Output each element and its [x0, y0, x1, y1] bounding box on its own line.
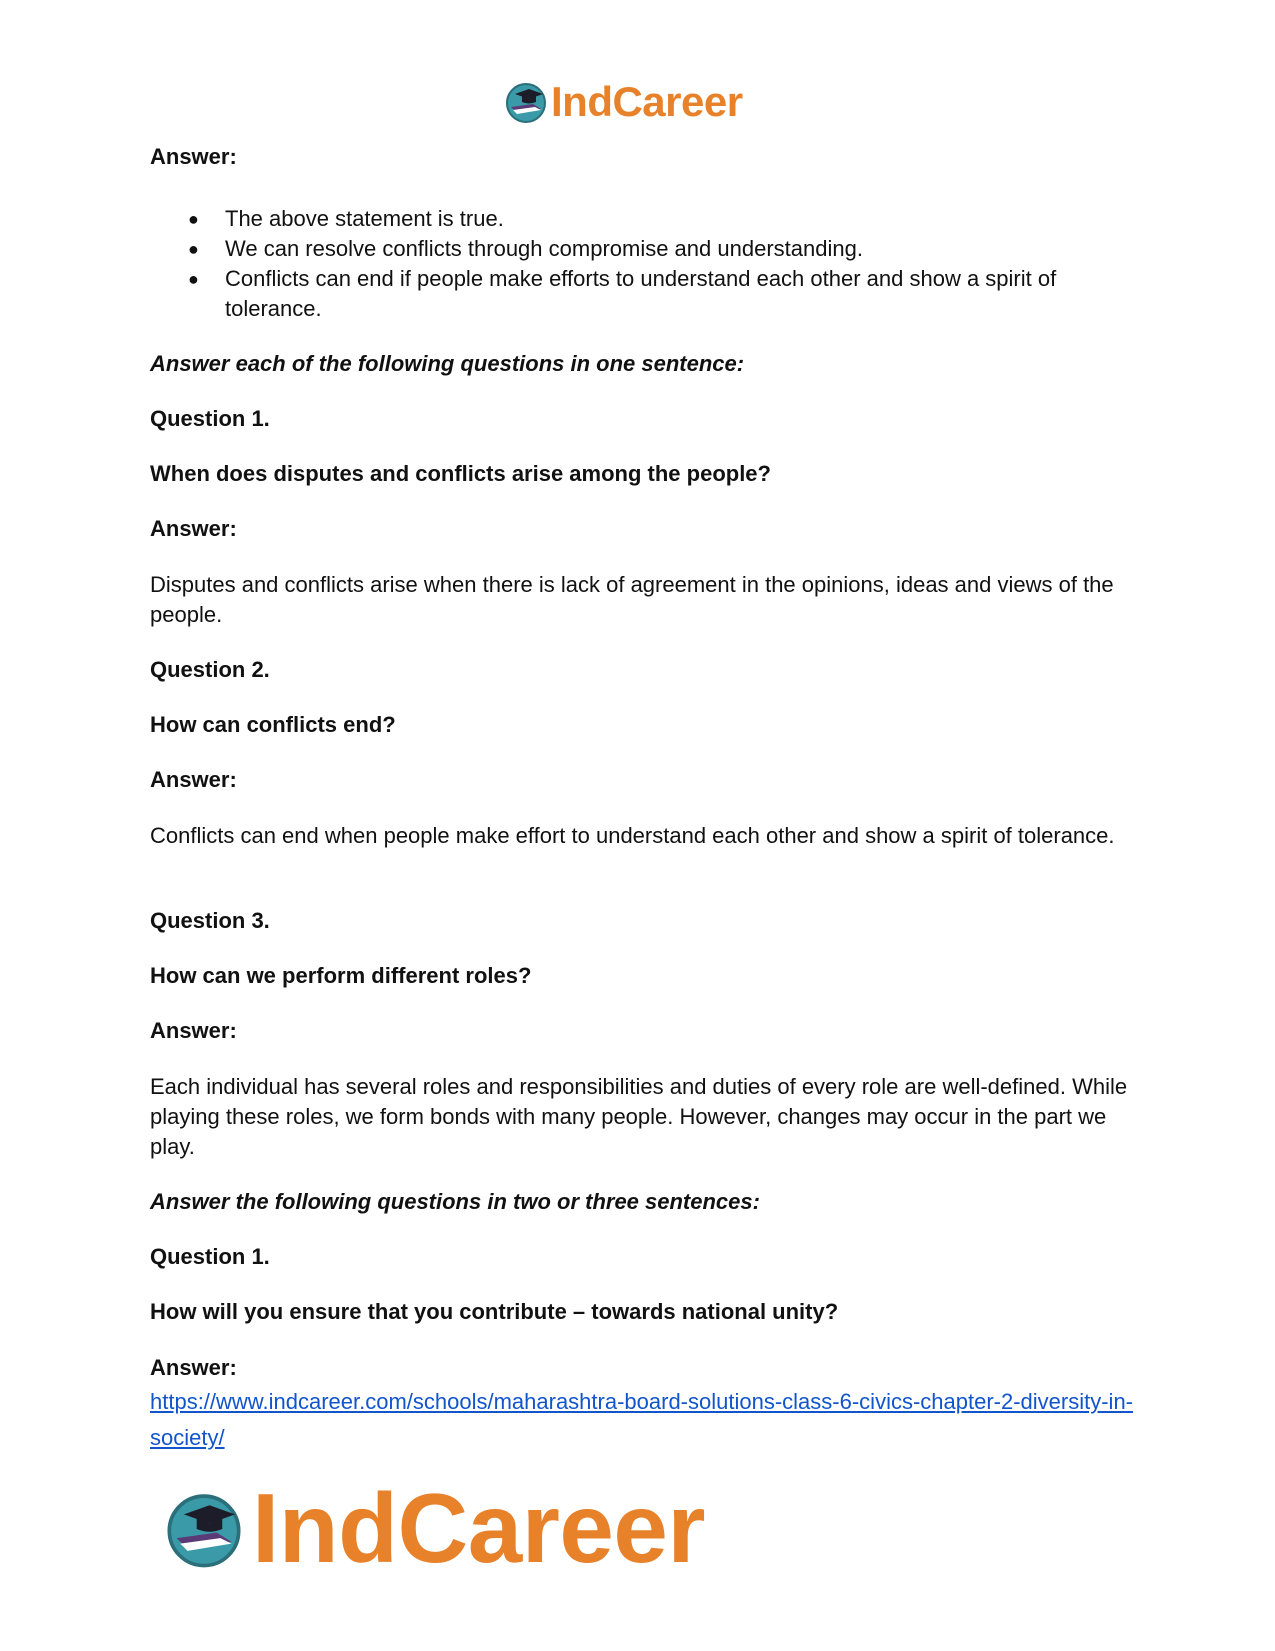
list-item: ● The above statement is true.	[188, 206, 504, 231]
graduation-cap-book-globe-icon	[162, 1487, 246, 1571]
question-label: Question 3.	[150, 908, 270, 933]
answer-text: Each individual has several roles and responsibilities and duties of every role are well-defined. While playing these roles, we form bonds with many people. However, changes may occur in the part we play.	[150, 1074, 1128, 1159]
question-text: How can we perform different roles?	[150, 963, 532, 988]
answer-text: Disputes and conflicts arise when there is lack of agreement in the opinions, ideas and views of the people.	[150, 572, 1114, 627]
section-heading-one-sentence: Answer each of the following questions in one sentence:	[150, 351, 745, 376]
answer-label: Answer:	[150, 516, 237, 541]
answer-label: Answer:	[150, 1355, 237, 1380]
answer-text: Conflicts can end when people make effort to understand each other and show a spirit of tolerance.	[150, 823, 1115, 848]
question-label: Question 2.	[150, 657, 270, 682]
list-item: ● We can resolve conflicts through compromise and understanding.	[188, 236, 863, 261]
brand-wordmark: IndCareer	[252, 1473, 706, 1583]
question-label: Question 1.	[150, 406, 270, 431]
graduation-cap-book-globe-icon	[503, 79, 549, 125]
question-label: Question 1.	[150, 1244, 270, 1269]
answer-label: Answer:	[150, 1018, 237, 1043]
answer-bullet-list	[150, 204, 1120, 324]
brand-wordmark: IndCareer	[551, 78, 743, 125]
header-logo	[503, 78, 743, 126]
section-heading-two-three: Answer the following questions in two or three sentences:	[150, 1189, 760, 1214]
footer-logo	[162, 1472, 705, 1585]
list-item: ● Conflicts can end if people make efforts to understand each other and show a spirit of tolerance.	[188, 266, 1057, 321]
answer-label: Answer:	[150, 767, 237, 792]
question-text: When does disputes and conflicts arise among the people?	[150, 461, 771, 486]
source-link[interactable]: https://www.indcareer.com/schools/maharashtra-board-solutions-class-6-civics-chapter-2-diversity-in-society/	[150, 1389, 1134, 1450]
question-text: How will you ensure that you contribute – towards national unity?	[150, 1299, 839, 1324]
question-text: How can conflicts end?	[150, 712, 396, 737]
answer-label: Answer:	[150, 144, 237, 169]
